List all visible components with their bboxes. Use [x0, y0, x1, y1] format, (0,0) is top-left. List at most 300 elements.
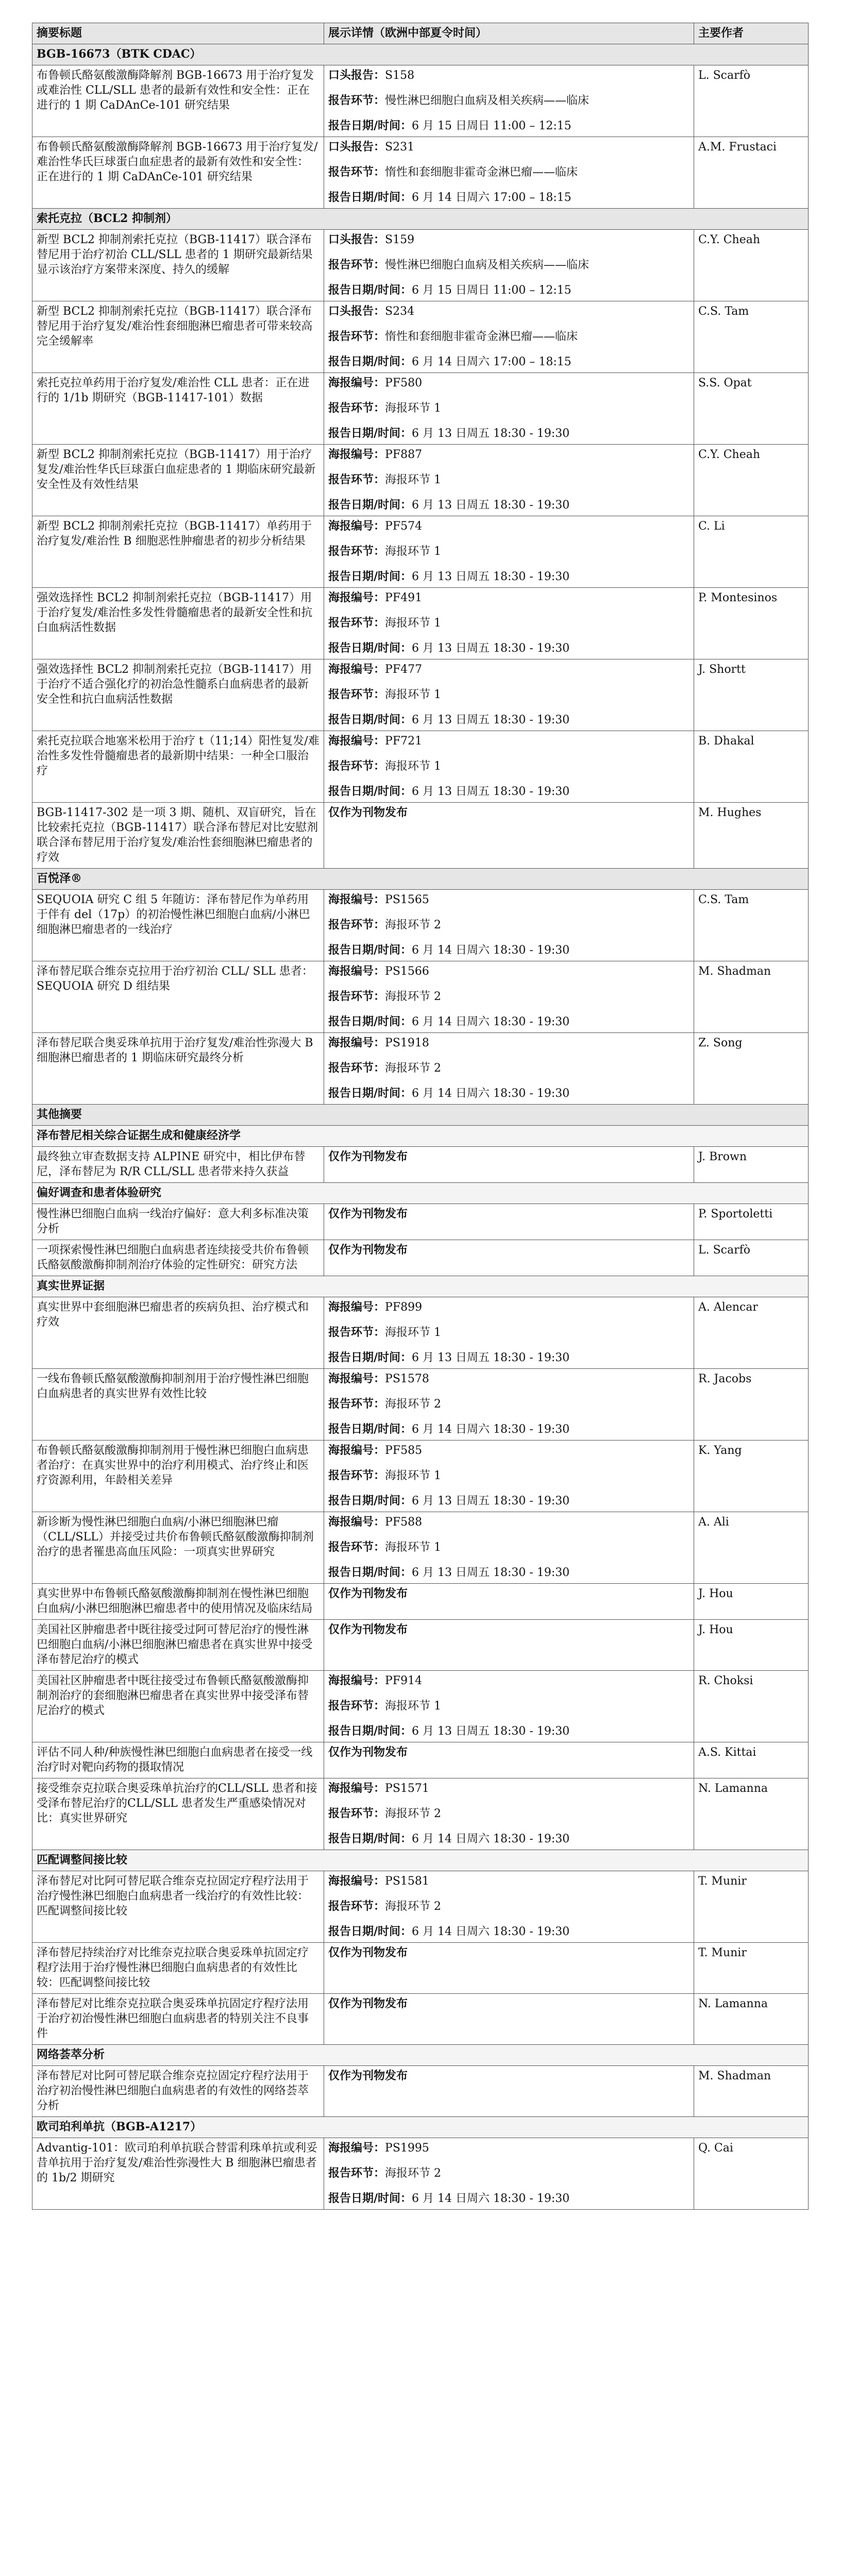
publication-only-note: 仅作为刊物发布: [328, 1207, 408, 1221]
report-session-line: [328, 1899, 689, 1914]
oral-report-code-line: [328, 304, 689, 319]
table-row: [32, 890, 809, 961]
report-session-label: 报告环节：: [328, 1807, 385, 1820]
poster-number-line: [328, 1874, 689, 1889]
poster-number-label: 海报编号：: [328, 663, 385, 676]
poster-number-line: [328, 2141, 689, 2156]
abstract-title: 新型 BCL2 抑制剂索托克拉（BGB-11417）联合泽布替尼用于治疗初治 CLL/SLL 患者的 1 期研究最新结果显示该治疗方案带来深度、持久的缓解: [32, 230, 324, 301]
primary-author: N. Lamanna: [694, 1994, 809, 2045]
presentation-details: [324, 588, 694, 659]
report-session-value: 海报环节 1: [385, 1469, 442, 1482]
oral-report-code-line: [328, 232, 689, 247]
report-session-label: 报告环节：: [328, 1699, 385, 1713]
table-row: [32, 1204, 809, 1240]
poster-number-label: 海报编号：: [328, 734, 385, 748]
report-session-line: [328, 1540, 689, 1555]
report-session-label: 报告环节：: [328, 688, 385, 701]
table-row: [32, 588, 809, 659]
primary-author: Z. Song: [694, 1033, 809, 1105]
abstract-title: 真实世界中套细胞淋巴瘤患者的疾病负担、治疗模式和疗效: [32, 1297, 324, 1369]
report-session-line: [328, 918, 689, 933]
poster-number-value: PF899: [385, 1301, 423, 1314]
presentation-details: [324, 1671, 694, 1742]
report-session-label: 报告环节：: [328, 2166, 385, 2180]
report-datetime-label: 报告日期/时间：: [328, 570, 412, 583]
report-datetime-label: 报告日期/时间：: [328, 283, 412, 297]
section-title: 偏好调查和患者体验研究: [32, 1183, 809, 1204]
report-datetime-line: [328, 1086, 689, 1101]
header-details: 展示详情（欧洲中部夏令时间）: [324, 23, 694, 44]
poster-number-value: PF491: [385, 591, 423, 604]
primary-author: L. Scarfò: [694, 65, 809, 137]
primary-author: M. Shadman: [694, 2066, 809, 2117]
table-row: [32, 1871, 809, 1943]
abstract-title: 强效选择性 BCL2 抑制剂索托克拉（BGB-11417）用于治疗不适合强化疗的初治急性髓系白血病患者的最新安全性和抗白血病活性数据: [32, 659, 324, 731]
poster-number-label: 海报编号：: [328, 1372, 385, 1385]
primary-author: M. Hughes: [694, 803, 809, 869]
poster-number-value: PS1565: [385, 893, 429, 906]
report-session-label: 报告环节：: [328, 918, 385, 931]
abstract-title: 泽布替尼对比阿可替尼联合维奈克拉固定疗程疗法用于治疗慢性淋巴细胞白血病患者一线治疗的有效性比较：匹配调整间接比较: [32, 1871, 324, 1943]
report-session-label: 报告环节：: [328, 990, 385, 1003]
table-row: [32, 1147, 809, 1183]
poster-number-label: 海报编号：: [328, 1515, 385, 1529]
report-session-line: [328, 1806, 689, 1821]
presentation-details: [324, 1240, 694, 1276]
report-datetime-line: [328, 1832, 689, 1846]
report-datetime-value: 6 月 13 日周五 18:30 - 19:30: [412, 1566, 570, 1579]
report-datetime-line: [328, 1014, 689, 1029]
poster-number-value: PS1995: [385, 2142, 429, 2155]
section-title: 其他摘要: [32, 1105, 809, 1126]
poster-number-value: PF585: [385, 1444, 423, 1457]
report-datetime-line: [328, 498, 689, 513]
poster-number-line: [328, 662, 689, 677]
poster-number-value: PS1566: [385, 965, 429, 978]
poster-number-value: PS1918: [385, 1037, 429, 1049]
report-session-value: 海报环节 1: [385, 473, 442, 486]
oral-report-code-value: S159: [385, 233, 415, 246]
report-datetime-value: 6 月 15 日周日 11:00 – 12:15: [412, 284, 571, 297]
abstract-title: 强效选择性 BCL2 抑制剂索托克拉（BGB-11417）用于治疗复发/难治性多发性骨髓瘤患者的最新安全性和抗白血病活性数据: [32, 588, 324, 659]
publication-only-note: 仅作为刊物发布: [328, 806, 408, 819]
report-datetime-value: 6 月 14 日周六 18:30 - 19:30: [412, 2192, 570, 2205]
abstract-title: 慢性淋巴细胞白血病一线治疗偏好：意大利多标准决策分析: [32, 1204, 324, 1240]
table-row: [32, 731, 809, 803]
report-datetime-line: [328, 713, 689, 727]
primary-author: R. Choksi: [694, 1671, 809, 1742]
poster-number-value: PS1571: [385, 1782, 429, 1795]
report-session-line: [328, 165, 689, 180]
report-datetime-line: [328, 1724, 689, 1739]
primary-author: T. Munir: [694, 1871, 809, 1943]
report-datetime-value: 6 月 14 日周六 18:30 - 19:30: [412, 1833, 570, 1845]
poster-number-line: [328, 734, 689, 749]
section-title: BGB-16673（BTK CDAC）: [32, 44, 809, 65]
report-datetime-label: 报告日期/时间：: [328, 641, 412, 655]
section-header-row: [32, 44, 809, 65]
report-session-value: 海报环节 1: [385, 760, 442, 773]
table-row: [32, 2066, 809, 2117]
report-datetime-value: 6 月 13 日周五 18:30 - 19:30: [412, 642, 570, 655]
table-row: [32, 1778, 809, 1850]
table-row: [32, 961, 809, 1033]
primary-author: A. Ali: [694, 1512, 809, 1584]
primary-author: J. Shortt: [694, 659, 809, 731]
abstract-title: 泽布替尼持续治疗对比维奈克拉联合奥妥珠单抗固定疗程疗法用于治疗慢性淋巴细胞白血病患者的有效性比较：匹配调整间接比较: [32, 1943, 324, 1994]
report-session-value: 海报环节 2: [385, 1062, 442, 1075]
abstract-title: 泽布替尼联合维奈克拉用于治疗初治 CLL/ SLL 患者：SEQUOIA 研究 D 组结果: [32, 961, 324, 1033]
report-session-value: 海报环节 2: [385, 2167, 442, 2180]
report-session-value: 海报环节 1: [385, 545, 442, 558]
presentation-details: [324, 659, 694, 731]
presentation-details: [324, 890, 694, 961]
primary-author: B. Dhakal: [694, 731, 809, 803]
publication-only-note: 仅作为刊物发布: [328, 1745, 408, 1759]
publication-only-note: 仅作为刊物发布: [328, 1587, 408, 1600]
publication-only-note: 仅作为刊物发布: [328, 1623, 408, 1636]
report-session-label: 报告环节：: [328, 165, 385, 179]
section-title: 索托克拉（BCL2 抑制剂）: [32, 209, 809, 230]
report-session-value: 海报环节 2: [385, 1807, 442, 1820]
report-session-line: [328, 2166, 689, 2181]
poster-number-value: PF477: [385, 663, 423, 676]
presentation-details: [324, 961, 694, 1033]
report-datetime-label: 报告日期/时间：: [328, 1724, 412, 1738]
report-datetime-label: 报告日期/时间：: [328, 1351, 412, 1364]
abstract-title: 布鲁顿氏酪氨酸激酶降解剂 BGB-16673 用于治疗复发或难治性 CLL/SLL 患者的最新有效性和安全性：正在进行的 1 期 CaDAnCe-101 研究结果: [32, 65, 324, 137]
report-datetime-value: 6 月 14 日周六 18:30 - 19:30: [412, 1925, 570, 1938]
report-datetime-line: [328, 943, 689, 958]
publication-only-note: 仅作为刊物发布: [328, 1997, 408, 2010]
report-session-label: 报告环节：: [328, 1540, 385, 1554]
report-datetime-value: 6 月 14 日周六 18:30 - 19:30: [412, 1087, 570, 1100]
subsection-header-row: [32, 1276, 809, 1297]
report-datetime-value: 6 月 14 日周六 18:30 - 19:30: [412, 944, 570, 957]
poster-number-label: 海报编号：: [328, 448, 385, 461]
report-datetime-value: 6 月 13 日周五 18:30 - 19:30: [412, 1351, 570, 1364]
report-session-line: [328, 759, 689, 774]
primary-author: J. Hou: [694, 1620, 809, 1671]
primary-author: L. Scarfò: [694, 1240, 809, 1276]
report-datetime-line: [328, 426, 689, 441]
table-row: [32, 1033, 809, 1105]
table-row: [32, 301, 809, 373]
table-row: [32, 137, 809, 209]
presentation-details: [324, 2066, 694, 2117]
presentation-details: [324, 1512, 694, 1584]
report-session-value: 海报环节 1: [385, 617, 442, 630]
primary-author: N. Lamanna: [694, 1778, 809, 1850]
abstract-title: 索托克拉联合地塞米松用于治疗 t（11;14）阳性复发/难治性多发性骨髓瘤患者的最新期中结果：一种全口服治疗: [32, 731, 324, 803]
abstract-title: BGB-11417-302 是一项 3 期、随机、双盲研究，旨在比较索托克拉（BGB-11417）联合泽布替尼对比安慰剂联合泽布替尼用于治疗复发/难治性套细胞淋巴瘤患者的疗效: [32, 803, 324, 869]
subsection-header-row: [32, 1850, 809, 1871]
report-session-line: [328, 93, 689, 108]
report-session-line: [328, 1325, 689, 1340]
primary-author: A.M. Frustaci: [694, 137, 809, 209]
poster-number-line: [328, 1515, 689, 1530]
section-title: 真实世界证据: [32, 1276, 809, 1297]
abstract-title: 索托克拉单药用于治疗复发/难治性 CLL 患者：正在进行的 1/1b 期研究（BGB-11417-101）数据: [32, 373, 324, 445]
header-author: 主要作者: [694, 23, 809, 44]
oral-report-code-value: S158: [385, 69, 415, 82]
abstract-title: 美国社区肿瘤患者中既往接受过阿可替尼治疗的慢性淋巴细胞白血病/小淋巴细胞淋巴瘤患者在真实世界中接受泽布替尼治疗的模式: [32, 1620, 324, 1671]
subsection-header-row: [32, 1183, 809, 1204]
report-datetime-line: [328, 354, 689, 369]
primary-author: S.S. Opat: [694, 373, 809, 445]
report-datetime-value: 6 月 14 日周六 18:30 - 19:30: [412, 1015, 570, 1028]
poster-number-line: [328, 1371, 689, 1386]
report-datetime-label: 报告日期/时间：: [328, 1494, 412, 1507]
table-row: [32, 373, 809, 445]
presentation-details: [324, 1440, 694, 1512]
report-datetime-label: 报告日期/时间：: [328, 119, 412, 132]
table-row: [32, 445, 809, 516]
primary-author: P. Montesinos: [694, 588, 809, 659]
report-session-label: 报告环节：: [328, 759, 385, 773]
abstract-title: SEQUOIA 研究 C 组 5 年随访：泽布替尼作为单药用于伴有 del（17p）的初治慢性淋巴细胞白血病/小淋巴细胞淋巴瘤患者的一线治疗: [32, 890, 324, 961]
report-session-label: 报告环节：: [328, 473, 385, 486]
poster-number-line: [328, 447, 689, 462]
report-datetime-line: [328, 1924, 689, 1939]
abstract-title: 一项探索慢性淋巴细胞白血病患者连续接受共价布鲁顿氏酪氨酸激酶抑制剂治疗体验的定性研究：研究方法: [32, 1240, 324, 1276]
primary-author: A.S. Kittai: [694, 1742, 809, 1778]
report-session-value: 惰性和套细胞非霍奇金淋巴瘤——临床: [385, 166, 578, 179]
abstract-title: 接受维奈克拉联合奥妥珠单抗治疗的CLL/SLL 患者和接受泽布替尼治疗的CLL/SLL 患者发生严重感染情况对比：真实世界研究: [32, 1778, 324, 1850]
report-datetime-label: 报告日期/时间：: [328, 2192, 412, 2205]
poster-number-line: [328, 376, 689, 391]
presentation-details: [324, 803, 694, 869]
abstract-title: 美国社区肿瘤患者中既往接受过布鲁顿氏酪氨酸激酶抑制剂治疗的套细胞淋巴瘤患者在真实世界中接受泽布替尼治疗的模式: [32, 1671, 324, 1742]
report-session-value: 慢性淋巴细胞白血病及相关疾病——临床: [385, 94, 590, 107]
report-session-label: 报告环节：: [328, 1326, 385, 1339]
presentation-details: [324, 731, 694, 803]
report-session-label: 报告环节：: [328, 1397, 385, 1411]
report-datetime-line: [328, 1565, 689, 1580]
publication-only-note: 仅作为刊物发布: [328, 2069, 408, 2082]
report-datetime-value: 6 月 13 日周五 18:30 - 19:30: [412, 570, 570, 583]
poster-number-value: PF721: [385, 735, 423, 748]
table-row: [32, 1369, 809, 1440]
report-datetime-value: 6 月 14 日周六 18:30 - 19:30: [412, 1423, 570, 1436]
abstract-title: 新型 BCL2 抑制剂索托克拉（BGB-11417）用于治疗复发/难治性华氏巨球蛋白血症患者的 1 期临床研究最新安全性及有效性结果: [32, 445, 324, 516]
abstract-title: 布鲁顿氏酪氨酸激酶降解剂 BGB-16673 用于治疗复发/难治性华氏巨球蛋白血症患者的最新有效性和安全性：正在进行的 1 期 CaDAnCe-101 研究结果: [32, 137, 324, 209]
report-datetime-label: 报告日期/时间：: [328, 713, 412, 726]
report-session-line: [328, 544, 689, 559]
report-session-line: [328, 258, 689, 273]
poster-number-label: 海报编号：: [328, 964, 385, 978]
primary-author: M. Shadman: [694, 961, 809, 1033]
table-row: [32, 1440, 809, 1512]
abstract-title: 评估不同人种/种族慢性淋巴细胞白血病患者在接受一线治疗时对靶向药物的摄取情况: [32, 1742, 324, 1778]
abstract-title: Advantig-101：欧司珀利单抗联合替雷利珠单抗或利妥昔单抗用于治疗复发/难治性弥漫性大 B 细胞淋巴瘤患者的 1b/2 期研究: [32, 2138, 324, 2210]
presentation-details: [324, 1871, 694, 1943]
report-session-label: 报告环节：: [328, 545, 385, 558]
presentation-details: [324, 1620, 694, 1671]
report-datetime-label: 报告日期/时间：: [328, 191, 412, 204]
report-session-label: 报告环节：: [328, 1469, 385, 1482]
report-datetime-value: 6 月 13 日周五 18:30 - 19:30: [412, 714, 570, 726]
report-datetime-value: 6 月 14 日周六 17:00 – 18:15: [412, 191, 571, 204]
header-title: 摘要标题: [32, 23, 324, 44]
poster-number-label: 海报编号：: [328, 1874, 385, 1888]
subsection-header-row: [32, 1126, 809, 1147]
oral-report-code-label: 口头报告：: [328, 304, 385, 318]
table-row: [32, 2138, 809, 2210]
report-datetime-value: 6 月 13 日周五 18:30 - 19:30: [412, 1725, 570, 1738]
table-row: [32, 1620, 809, 1671]
report-datetime-label: 报告日期/时间：: [328, 1832, 412, 1845]
primary-author: K. Yang: [694, 1440, 809, 1512]
poster-number-value: PS1578: [385, 1372, 429, 1385]
poster-number-value: PF887: [385, 448, 423, 461]
abstract-title: 布鲁顿氏酪氨酸激酶抑制剂用于慢性淋巴细胞白血病患者治疗：在真实世界中的治疗利用模式、治疗终止和医疗资源利用，年龄相关差异: [32, 1440, 324, 1512]
poster-number-label: 海报编号：: [328, 893, 385, 906]
presentation-details: [324, 1742, 694, 1778]
abstract-table-container: [32, 23, 808, 2210]
report-session-line: [328, 989, 689, 1004]
poster-number-label: 海报编号：: [328, 1300, 385, 1314]
primary-author: C. Li: [694, 516, 809, 588]
poster-number-value: PF588: [385, 1516, 423, 1529]
report-datetime-label: 报告日期/时间：: [328, 427, 412, 440]
report-datetime-line: [328, 569, 689, 584]
abstract-title: 泽布替尼对比维奈克拉联合奥妥珠单抗固定疗程疗法用于治疗初治慢性淋巴细胞白血病患者的特别关注不良事件: [32, 1994, 324, 2045]
primary-author: Q. Cai: [694, 2138, 809, 2210]
table-row: [32, 1240, 809, 1276]
poster-number-line: [328, 964, 689, 979]
presentation-details: [324, 301, 694, 373]
report-session-value: 海报环节 1: [385, 1700, 442, 1713]
table-row: [32, 516, 809, 588]
section-title: 百悦泽®: [32, 869, 809, 890]
abstract-title: 泽布替尼对比阿可替尼联合维奈克拉固定疗程疗法用于治疗初治慢性淋巴细胞白血病患者的有效性的网络荟萃分析: [32, 2066, 324, 2117]
report-datetime-label: 报告日期/时间：: [328, 1566, 412, 1579]
oral-report-code-value: S234: [385, 305, 415, 318]
report-datetime-value: 6 月 13 日周五 18:30 - 19:30: [412, 427, 570, 440]
presentation-details: [324, 373, 694, 445]
report-datetime-line: [328, 190, 689, 205]
report-datetime-line: [328, 1494, 689, 1509]
presentation-details: [324, 445, 694, 516]
report-session-line: [328, 1397, 689, 1412]
section-title: 泽布替尼相关综合证据生成和健康经济学: [32, 1126, 809, 1147]
report-session-value: 海报环节 1: [385, 402, 442, 415]
primary-author: C.S. Tam: [694, 301, 809, 373]
report-session-line: [328, 401, 689, 416]
report-datetime-label: 报告日期/时间：: [328, 1015, 412, 1028]
table-row: [32, 1297, 809, 1369]
table-body: [32, 44, 809, 2210]
publication-only-note: 仅作为刊物发布: [328, 1243, 408, 1257]
report-session-value: 惰性和套细胞非霍奇金淋巴瘤——临床: [385, 330, 578, 343]
report-session-line: [328, 329, 689, 344]
report-datetime-label: 报告日期/时间：: [328, 1925, 412, 1938]
report-session-line: [328, 1061, 689, 1076]
report-datetime-value: 6 月 13 日周五 18:30 - 19:30: [412, 785, 570, 798]
report-datetime-line: [328, 641, 689, 656]
report-datetime-value: 6 月 15 日周日 11:00 – 12:15: [412, 120, 571, 132]
section-title: 网络荟萃分析: [32, 2045, 809, 2066]
primary-author: J. Hou: [694, 1584, 809, 1620]
report-session-value: 海报环节 1: [385, 1326, 442, 1339]
poster-number-line: [328, 1781, 689, 1796]
presentation-details: [324, 516, 694, 588]
table-row: [32, 1943, 809, 1994]
presentation-details: [324, 1147, 694, 1183]
oral-report-code-label: 口头报告：: [328, 69, 385, 82]
primary-author: C.Y. Cheah: [694, 445, 809, 516]
report-datetime-line: [328, 1422, 689, 1437]
table-row: [32, 65, 809, 137]
primary-author: C.Y. Cheah: [694, 230, 809, 301]
primary-author: P. Sportoletti: [694, 1204, 809, 1240]
report-session-value: 海报环节 2: [385, 1398, 442, 1411]
presentation-details: [324, 1943, 694, 1994]
section-header-row: [32, 1105, 809, 1126]
poster-number-value: PF580: [385, 377, 423, 389]
presentation-details: [324, 1204, 694, 1240]
report-datetime-line: [328, 784, 689, 799]
oral-report-code-label: 口头报告：: [328, 140, 385, 154]
report-datetime-value: 6 月 13 日周五 18:30 - 19:30: [412, 1495, 570, 1507]
abstract-title: 最终独立审查数据支持 ALPINE 研究中，相比伊布替尼，泽布替尼为 R/R CLL/SLL 患者带来持久获益: [32, 1147, 324, 1183]
report-session-label: 报告环节：: [328, 94, 385, 107]
poster-number-label: 海报编号：: [328, 1674, 385, 1687]
poster-number-line: [328, 519, 689, 534]
report-session-line: [328, 687, 689, 702]
poster-number-value: PS1581: [385, 1875, 429, 1888]
subsection-header-row: [32, 2117, 809, 2138]
report-session-value: 海报环节 1: [385, 1541, 442, 1554]
report-datetime-label: 报告日期/时间：: [328, 1087, 412, 1100]
report-session-line: [328, 1699, 689, 1714]
abstract-title: 新诊断为慢性淋巴细胞白血病/小淋巴细胞淋巴瘤（CLL/SLL）并接受过共价布鲁顿氏酪氨酸激酶抑制剂治疗的患者罹患高血压风险：一项真实世界研究: [32, 1512, 324, 1584]
presentation-details: [324, 137, 694, 209]
report-datetime-value: 6 月 14 日周六 17:00 – 18:15: [412, 355, 571, 368]
poster-number-value: PF914: [385, 1674, 423, 1687]
report-session-value: 海报环节 2: [385, 919, 442, 931]
poster-number-line: [328, 892, 689, 907]
oral-report-code-value: S231: [385, 141, 415, 154]
report-session-value: 慢性淋巴细胞白血病及相关疾病——临床: [385, 259, 590, 272]
presentation-details: [324, 2138, 694, 2210]
primary-author: J. Brown: [694, 1147, 809, 1183]
report-session-label: 报告环节：: [328, 1061, 385, 1075]
poster-number-line: [328, 1036, 689, 1050]
table-row: [32, 1584, 809, 1620]
report-datetime-line: [328, 1350, 689, 1365]
report-datetime-label: 报告日期/时间：: [328, 498, 412, 512]
primary-author: T. Munir: [694, 1943, 809, 1994]
abstract-table: [32, 23, 809, 2210]
table-row: [32, 1671, 809, 1742]
report-session-label: 报告环节：: [328, 1900, 385, 1913]
poster-number-value: PF574: [385, 520, 423, 533]
presentation-details: [324, 1778, 694, 1850]
report-datetime-label: 报告日期/时间：: [328, 943, 412, 957]
oral-report-code-label: 口头报告：: [328, 233, 385, 246]
report-session-value: 海报环节 1: [385, 688, 442, 701]
primary-author: R. Jacobs: [694, 1369, 809, 1440]
abstract-title: 新型 BCL2 抑制剂索托克拉（BGB-11417）单药用于治疗复发/难治性 B 细胞恶性肿瘤患者的初步分析结果: [32, 516, 324, 588]
presentation-details: [324, 1033, 694, 1105]
presentation-details: [324, 1994, 694, 2045]
primary-author: A. Alencar: [694, 1297, 809, 1369]
table-row: [32, 1512, 809, 1584]
report-session-line: [328, 472, 689, 487]
oral-report-code-line: [328, 68, 689, 83]
